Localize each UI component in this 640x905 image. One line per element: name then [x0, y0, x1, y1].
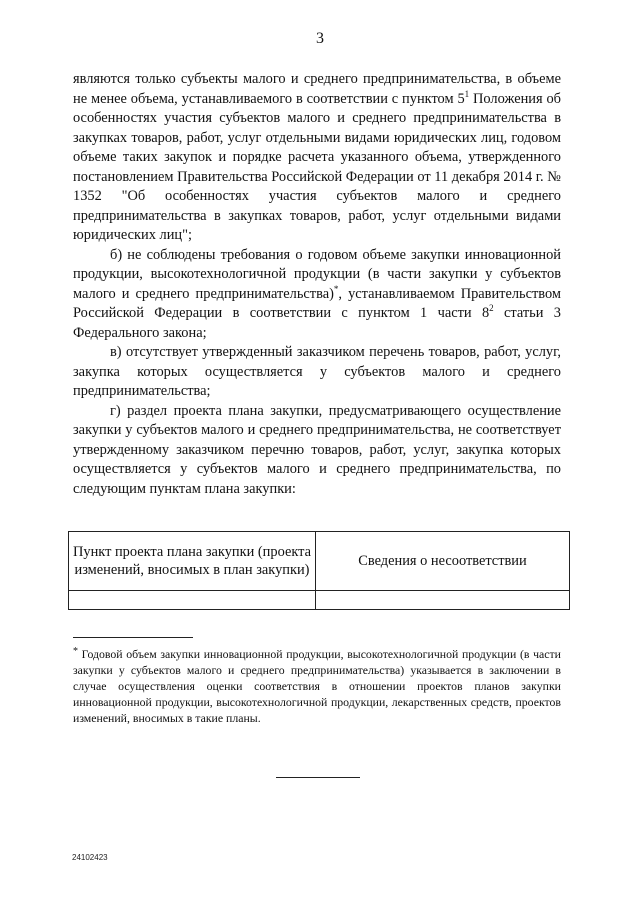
paragraph-text: Положения об особенностях участия субъектов малого и среднего предпринимательства в закупках товаров, работ, услуг отдельными видами юридических лиц, годовом объеме таких закупок и порядке расчета указанного объема, утвержденного постановлением Правительства Российской Федерации от 11 декабря 2014 г. № 1352 "Об особенностях участия субъектов малого и среднего предпринимательства в закупках товаров, работ, услуг отдельными видами юридических лиц";: [73, 90, 561, 243]
end-separator: [276, 777, 360, 778]
paragraph-text: являются только субъекты малого и среднего предпринимательства, в объеме не менее объема, устанавливаемого в соответствии с пунктом 5: [73, 71, 561, 107]
paragraph-text: б) не соблюдены требования о годовом объеме закупки инновационной продукции, высокотехнологичной продукции (в части закупки у субъектов малого и среднего предпринимательства): [73, 246, 561, 302]
superscript: 1: [464, 88, 470, 99]
table-header-cell: Пункт проекта плана закупки (проекта изменений, вносимых в план закупки): [69, 532, 316, 591]
paragraph-text: , устанавливаемом Правительством Российской Федерации в соответствии с пунктом 1 части 8: [73, 285, 561, 321]
table-header-row: [69, 532, 570, 591]
page-number: 3: [316, 30, 324, 47]
footnote-separator: [73, 637, 193, 638]
table-cell: [316, 591, 570, 610]
footnote-text: Годовой объем закупки инновационной продукции, высокотехнологичной продукции (в части закупки у субъектов малого и среднего предпринимательства) указывается в заключении в случае осуществления оценки соответствия в отношении проектов планов закупки инновационной продукции, высокотехнологичной продукции, лекарственных средств, проектов изменений, вносимых в такие планы.: [73, 647, 561, 725]
footnote-mark: *: [73, 646, 78, 657]
footnote-reference: *: [333, 283, 339, 294]
paragraph-continuation: [73, 70, 561, 246]
document-body: [73, 70, 561, 499]
table-row: [69, 591, 570, 610]
table-header-cell: Сведения о несоответствии: [316, 532, 570, 591]
table-cell: [69, 591, 316, 610]
superscript: 2: [489, 303, 494, 313]
paragraph-text: статьи 3 Федерального закона;: [73, 305, 562, 341]
paragraph-g: г) раздел проекта плана закупки, предусматривающего осуществление закупки у субъектов малого и среднего предпринимательства, не соответствует утвержденному заказчиком перечню товаров, работ, услуг, закупка которых осуществляется у субъектов малого и среднего предпринимательства, по следующим пунктам плана закупки:: [73, 402, 561, 497]
document-code: 24102423: [72, 853, 108, 862]
paragraph-v: в) отсутствует утвержденный заказчиком перечень товаров, работ, услуг, закупка которых осуществляется у субъектов малого и среднего предпринимательства;: [73, 344, 561, 399]
paragraph-b: [73, 246, 561, 344]
mismatch-table: [68, 531, 570, 610]
footnote: [73, 646, 561, 726]
